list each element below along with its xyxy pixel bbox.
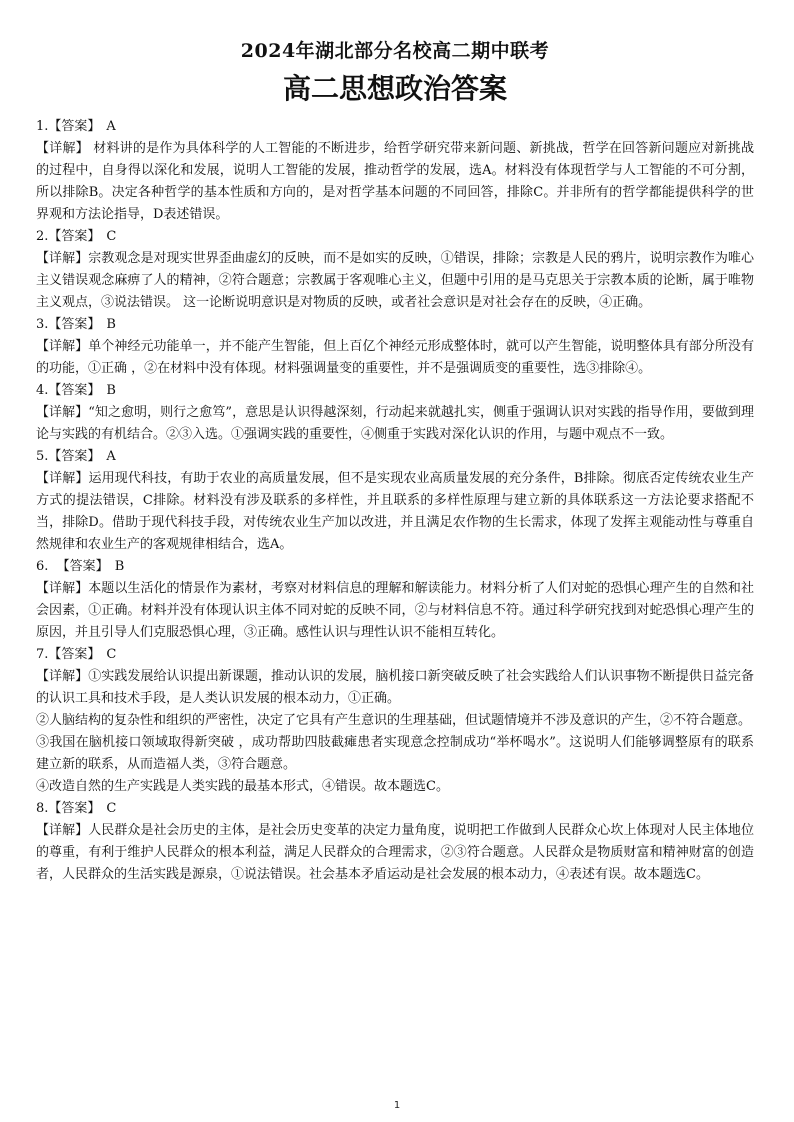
answer-label: 【答案】 (48, 801, 101, 816)
question-block-1 (36, 116, 754, 226)
answer-label: 【答案】 (48, 317, 101, 332)
answers-content (36, 116, 754, 886)
explanation-paragraph: 【详解】本题以生活化的情景作为素材，考察对材料信息的理解和解读能力。材料分析了人们对蛇的恐惧心理产生的自然和社会因素，①正确。材料并没有体现认识主体不同对蛇的反映不同，②与材料信息不符。通过科学研究找到对蛇恐惧心理产生的原因，并且引导人们克服恐惧心理，③正确。感性认识与理性认识不能相互转化。 (36, 581, 754, 640)
answer-label: 【答案】 (48, 229, 101, 244)
answer-line (36, 116, 754, 138)
explanation-paragraph: 【详解】①实践发展给认识提出新课题，推动认识的发展，脑机接口新突破反映了社会实践给人们认识事物不断提供日益完备的认识工具和技术手段，是人类认识发展的根本动力，①正确。 (36, 669, 754, 706)
explanation-paragraph: 【详解】运用现代科技，有助于农业的高质量发展，但不是实现农业高质量发展的充分条件，B排除。彻底否定传统农业生产方式的提法错误，C排除。材料没有涉及联系的多样性，并且联系的多样性原理与建立新的具体联系这一方法论要求搭配不当，排除D。借助于现代科技手段，对传统农业生产加以改进，并且满足农作物的生长需求，体现了发挥主观能动性与尊重自然规律和农业生产的客观规律相结合，选A。 (36, 471, 754, 552)
question-number: 8. (36, 801, 49, 816)
question-number: 5. (36, 449, 49, 464)
question-number: 6. (36, 559, 57, 574)
question-block-8 (36, 798, 754, 886)
answer-value: C (106, 647, 117, 662)
answer-value: A (106, 449, 116, 464)
explanation-paragraph: ④改造自然的生产实践是人类实践的最基本形式，④错误。故本题选C。 (36, 779, 449, 794)
question-block-5 (36, 446, 754, 556)
answer-line (36, 446, 754, 468)
explanation-paragraph: ②人脑结构的复杂性和组织的严密性，决定了它具有产生意识的生理基础，但试题情境并不涉及意识的产生，②不符合题意。 (36, 713, 752, 728)
question-number: 7. (36, 647, 49, 662)
answer-line (36, 798, 754, 820)
question-number: 4. (36, 383, 49, 398)
question-block-2 (36, 226, 754, 314)
explanation-paragraph: 【详解】 材料讲的是作为具体科学的人工智能的不断进步，给哲学研究带来新问题、新挑战，哲学在回答新问题应对新挑战的过程中，自身得以深化和发展，说明人工智能的发展，推动哲学的发展，选A。材料没有体现哲学与人工智能的不可分割，所以排除B。决定各种哲学的基本性质和方向的，是对哲学基本问题的不同回答，排除C。并非所有的哲学都能提供科学的世界观和方法论指导，D表述错误。 (36, 141, 754, 222)
answer-value: C (106, 801, 117, 816)
answer-label: 【答案】 (56, 559, 109, 574)
page-number: 1 (393, 1100, 401, 1111)
answer-line (36, 556, 754, 578)
answer-line (36, 314, 754, 336)
explanation-paragraph: 【详解】人民群众是社会历史的主体，是社会历史变革的决定力量角度，说明把工作做到人民群众心坎上体现对人民主体地位的尊重，有利于维护人民群众的根本利益，满足人民群众的合理需求，②③符合题意。人民群众是物质财富和精神财富的创造者，人民群众的生活实践是源泉，①说法错误。社会基本矛盾运动是社会发展的根本动力，④表述有误。故本题选C。 (36, 823, 754, 882)
answer-value: B (114, 559, 125, 574)
question-number: 2. (36, 229, 49, 244)
question-block-3 (36, 314, 754, 380)
answer-label: 【答案】 (48, 383, 101, 398)
question-number: 3. (36, 317, 49, 332)
question-block-7 (36, 644, 754, 798)
question-number: 1. (36, 119, 49, 134)
exam-title: 2024年湖北部分名校高二期中联考 (240, 40, 550, 62)
question-block-6 (36, 556, 754, 644)
answer-line (36, 644, 754, 666)
explanation-paragraph: 【详解】“知之愈明，则行之愈笃”，意思是认识得越深刻，行动起来就越扎实，侧重于强调认识对实践的指导作用，要做到理论与实践的有机结合。②③入选。①强调实践的重要性，④侧重于实践对深化认识的作用，与题中观点不一致。 (36, 405, 754, 442)
answer-value: B (106, 383, 116, 398)
subject-title: 高二思想政治答案 (282, 72, 507, 105)
answer-value: C (106, 229, 117, 244)
answer-value: A (106, 119, 116, 134)
answer-label: 【答案】 (48, 647, 101, 662)
explanation-paragraph: ③我国在脑机接口领域取得新突破 ，成功帮助四肢截瘫患者实现意念控制成功“举杯喝水”。这说明人们能够调整原有的联系建立新的联系，从而造福人类，③符合题意。 (36, 735, 754, 772)
answer-label: 【答案】 (48, 119, 101, 134)
answer-value: B (106, 317, 116, 332)
explanation-paragraph: 【详解】单个神经元功能单一，并不能产生智能，但上百亿个神经元形成整体时，就可以产生智能，说明整体具有部分所没有的功能，①正确 ，②在材料中没有体现。材料强调量变的重要性，并不是强调质变的重要性，选③排除④。 (36, 339, 754, 376)
answer-label: 【答案】 (48, 449, 101, 464)
explanation-paragraph: 【详解】宗教观念是对现实世界歪曲虚幻的反映，而不是如实的反映，①错误，排除；宗教是人民的鸦片，说明宗教作为唯心主义错误观念麻痹了人的精神，②符合题意；宗教属于客观唯心主义，但题中引用的是马克思关于宗教本质的论断，属于唯物主义观点，③说法错误。 这一论断说明意识是对物质的反映，或者社会意识是对社会存在的反映，④正确。 (36, 251, 754, 310)
question-block-4 (36, 380, 754, 446)
answer-line (36, 226, 754, 248)
answer-line (36, 380, 754, 402)
